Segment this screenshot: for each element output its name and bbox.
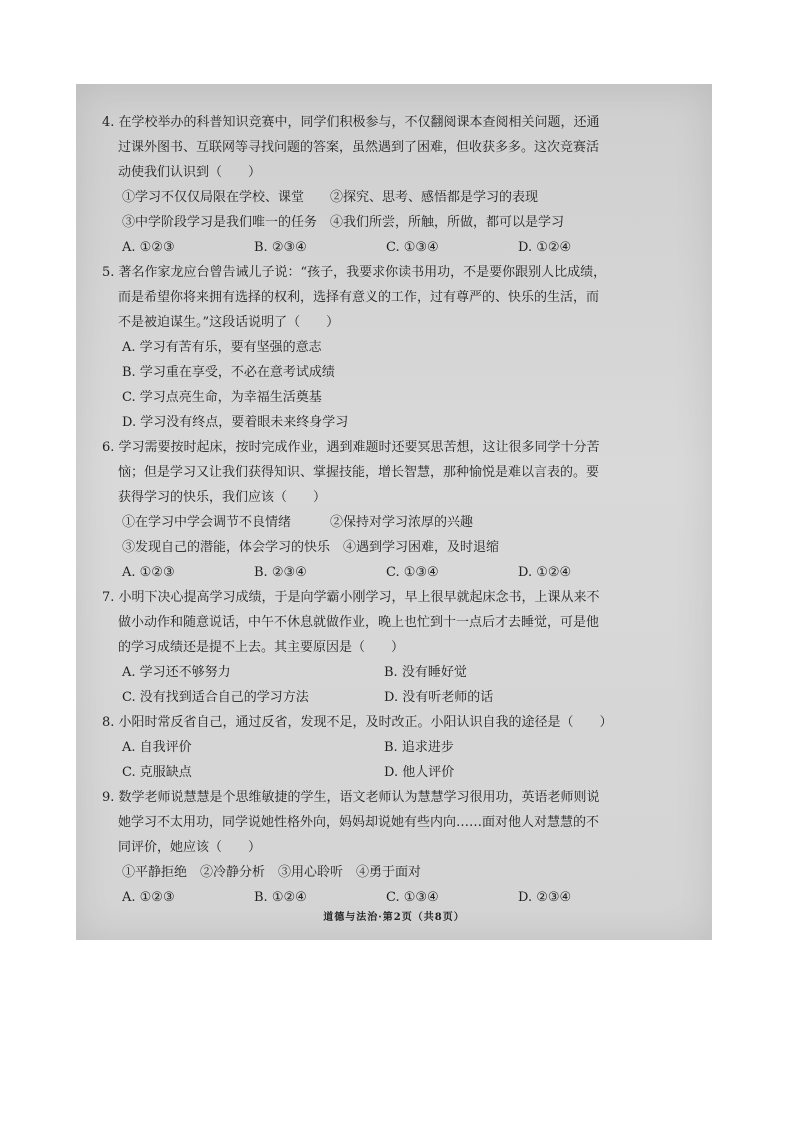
option-d: D. 他人评价: [384, 765, 455, 780]
option-a: A. 自我评价: [122, 740, 192, 755]
scanned-page: [76, 84, 712, 940]
option-a: A. ①②③: [122, 240, 175, 255]
option-a: A. 学习还不够努力: [122, 665, 231, 680]
option-b: B. 追求进步: [384, 740, 454, 755]
question-4: [102, 110, 702, 260]
option-a: A. 学习有苦有乐，要有坚强的意志: [122, 340, 322, 355]
question-stem-line: 4. 在学校举办的科普知识竞赛中，同学们积极参与，不仅翻阅课本查阅相关问题，还通: [102, 115, 600, 130]
question-stem-line: 5. 著名作家龙应台曾告诫儿子说：“孩子，我要求你读书用功，不是要你跟别人比成绩，: [102, 265, 607, 280]
question-5: [102, 260, 702, 435]
answer-options: [102, 560, 702, 585]
option-d: D. 没有听老师的话: [384, 690, 494, 705]
answer-options: [102, 660, 702, 685]
question-list: [102, 110, 702, 910]
option-c: C. 克服缺点: [122, 765, 192, 780]
question-stem-line: 不是被迫谋生。”这段话说明了（ ）: [118, 315, 340, 330]
option-c: C. ①③④: [386, 890, 439, 905]
question-stem-line: 的学习成绩还是提不上去。其主要原因是（ ）: [118, 640, 405, 655]
option-d: D. ①②④: [518, 565, 572, 580]
statement-line: ①平静拒绝 ②冷静分析 ③用心聆听 ④勇于面对: [122, 865, 422, 880]
question-stem-line: 同评价，她应该（ ）: [118, 840, 262, 855]
question-stem-line: 动使我们认识到（ ）: [118, 165, 262, 180]
option-b: B. 学习重在享受，不必在意考试成绩: [122, 365, 335, 380]
option-c: C. ①③④: [386, 565, 439, 580]
question-stem-line: 8. 小阳时常反省自己，通过反省，发现不足，及时改正。小阳认识自我的途径是（ ）: [102, 715, 613, 730]
question-stem-line: 做小动作和随意说话，中午不休息就做作业，晚上也忙到十一点后才去睡觉，可是他: [118, 615, 600, 630]
answer-options: [102, 735, 702, 760]
question-8: [102, 710, 702, 785]
statement-line: ③中学阶段学习是我们唯一的任务 ④我们所尝，所触，所做，都可以是学习: [122, 215, 565, 230]
answer-options: [102, 685, 702, 710]
question-stem-line: 7. 小明下决心提高学习成绩，于是向学霸小刚学习，早上很早就起床念书，上课从来不: [102, 590, 600, 605]
question-stem-line: 她学习不太用功，同学说她性格外向，妈妈却说她有些内向……面对他人对慧慧的不: [118, 815, 600, 830]
question-6: [102, 435, 702, 585]
answer-options: [102, 760, 702, 785]
option-b: B. ①②④: [254, 890, 307, 905]
statement-line: ①在学习中学会调节不良情绪 ②保持对学习浓厚的兴趣: [122, 515, 474, 530]
question-stem-line: 获得学习的快乐，我们应该（ ）: [118, 490, 327, 505]
option-b: B. ②③④: [254, 565, 307, 580]
question-stem-line: 而是希望你将来拥有选择的权利，选择有意义的工作，过有尊严的、快乐的生活，而: [118, 290, 600, 305]
option-a: A. ①②③: [122, 890, 175, 905]
option-d: D. 学习没有终点，要着眼未来终身学习: [122, 415, 349, 430]
option-d: D. ②③④: [518, 890, 572, 905]
question-stem-line: 过课外图书、互联网等寻找问题的答案，虽然遇到了困难，但收获多多。这次竞赛活: [118, 140, 600, 155]
page-footer: 道德与法治·第2页（共8页）: [323, 912, 465, 923]
option-b: B. 没有睡好觉: [384, 665, 467, 680]
option-c: C. 学习点亮生命，为幸福生活奠基: [122, 390, 322, 405]
option-c: C. 没有找到适合自己的学习方法: [122, 690, 309, 705]
answer-options: [102, 885, 702, 910]
question-7: [102, 585, 702, 710]
question-9: [102, 785, 702, 910]
question-stem-line: 6. 学习需要按时起床，按时完成作业，遇到难题时还要冥思苦想，这让很多同学十分苦: [102, 440, 600, 455]
statement-line: ①学习不仅仅局限在学校、课堂 ②探究、思考、感悟都是学习的表现: [122, 190, 539, 205]
option-b: B. ②③④: [254, 240, 307, 255]
statement-line: ③发现自己的潜能，体会学习的快乐 ④遇到学习困难，及时退缩: [122, 540, 500, 555]
option-d: D. ①②④: [518, 240, 572, 255]
option-c: C. ①③④: [386, 240, 439, 255]
option-a: A. ①②③: [122, 565, 175, 580]
answer-options: [102, 235, 702, 260]
question-stem-line: 9. 数学老师说慧慧是个思维敏捷的学生，语文老师认为慧慧学习很用功，英语老师则说: [102, 790, 600, 805]
question-stem-line: 恼；但是学习又让我们获得知识、掌握技能，增长智慧，那种愉悦是难以言表的。要: [118, 465, 600, 480]
